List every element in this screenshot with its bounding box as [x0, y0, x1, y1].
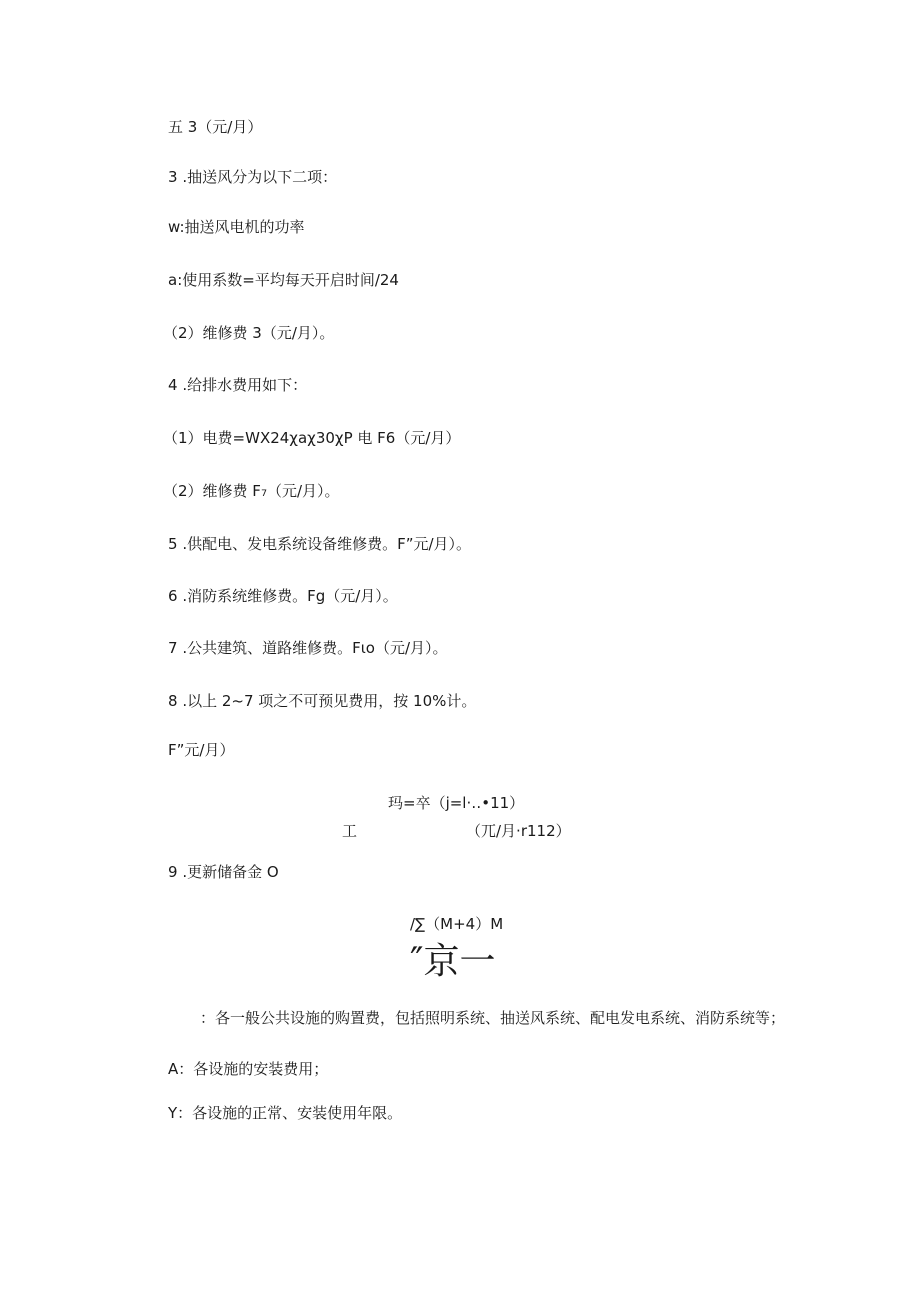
item-8-contingency: 8 .以上 2~7 项之不可预见费用，按 10%计。 — [168, 692, 477, 710]
purchase-cost-def: ：各一般公共设施的购置费，包括照明系统、抽送风系统、配电发电系统、消防系统等； — [200, 1009, 786, 1027]
reserve-formula-denominator: ″京一 — [410, 941, 496, 982]
item-4-water-heading: 4 .给排水费用如下： — [168, 376, 308, 394]
contingency-formula-symbol: 工 — [342, 822, 358, 840]
reserve-formula-numerator: /∑（M+4）M — [410, 915, 504, 933]
item-5-power-maintenance: 5 .供配电、发电系统设备维修费。F”元/月）。 — [168, 535, 472, 553]
usage-coefficient-def: a:使用系数=平均每天开启时间/24 — [168, 271, 399, 289]
water-maintenance-fee: （2）维修费 F₇（元/月）。 — [163, 482, 340, 500]
item-7-building-road-maintenance: 7 .公共建筑、道路维修费。Fιo（元/月）。 — [168, 639, 448, 657]
contingency-formula-unit: （兀/月·r112） — [466, 822, 571, 840]
contingency-formula-numerator: 玛=卒（j=l·‥•11） — [388, 794, 525, 812]
water-electricity-fee-formula: （1）电费=WX24χaχ30χP 电 F6（元/月） — [163, 429, 461, 447]
contingency-fee-unit: F”元/月） — [168, 741, 235, 759]
item-9-renewal-reserve: 9 .更新储备金 O — [168, 863, 279, 881]
ventilation-motor-power-def: w:抽送风电机的功率 — [168, 218, 305, 236]
installation-cost-def: A：各设施的安装费用； — [168, 1060, 329, 1078]
ventilation-maintenance-fee: （2）维修费 3（元/月）。 — [163, 324, 335, 342]
service-life-def: Y：各设施的正常、安装使用年限。 — [168, 1104, 403, 1122]
item-6-fire-maintenance: 6 .消防系统维修费。Fg（元/月）。 — [168, 587, 398, 605]
item-3-ventilation-heading: 3 .抽送风分为以下二项： — [168, 168, 338, 186]
cost-item-f3: 五 3（元/月） — [168, 118, 263, 136]
